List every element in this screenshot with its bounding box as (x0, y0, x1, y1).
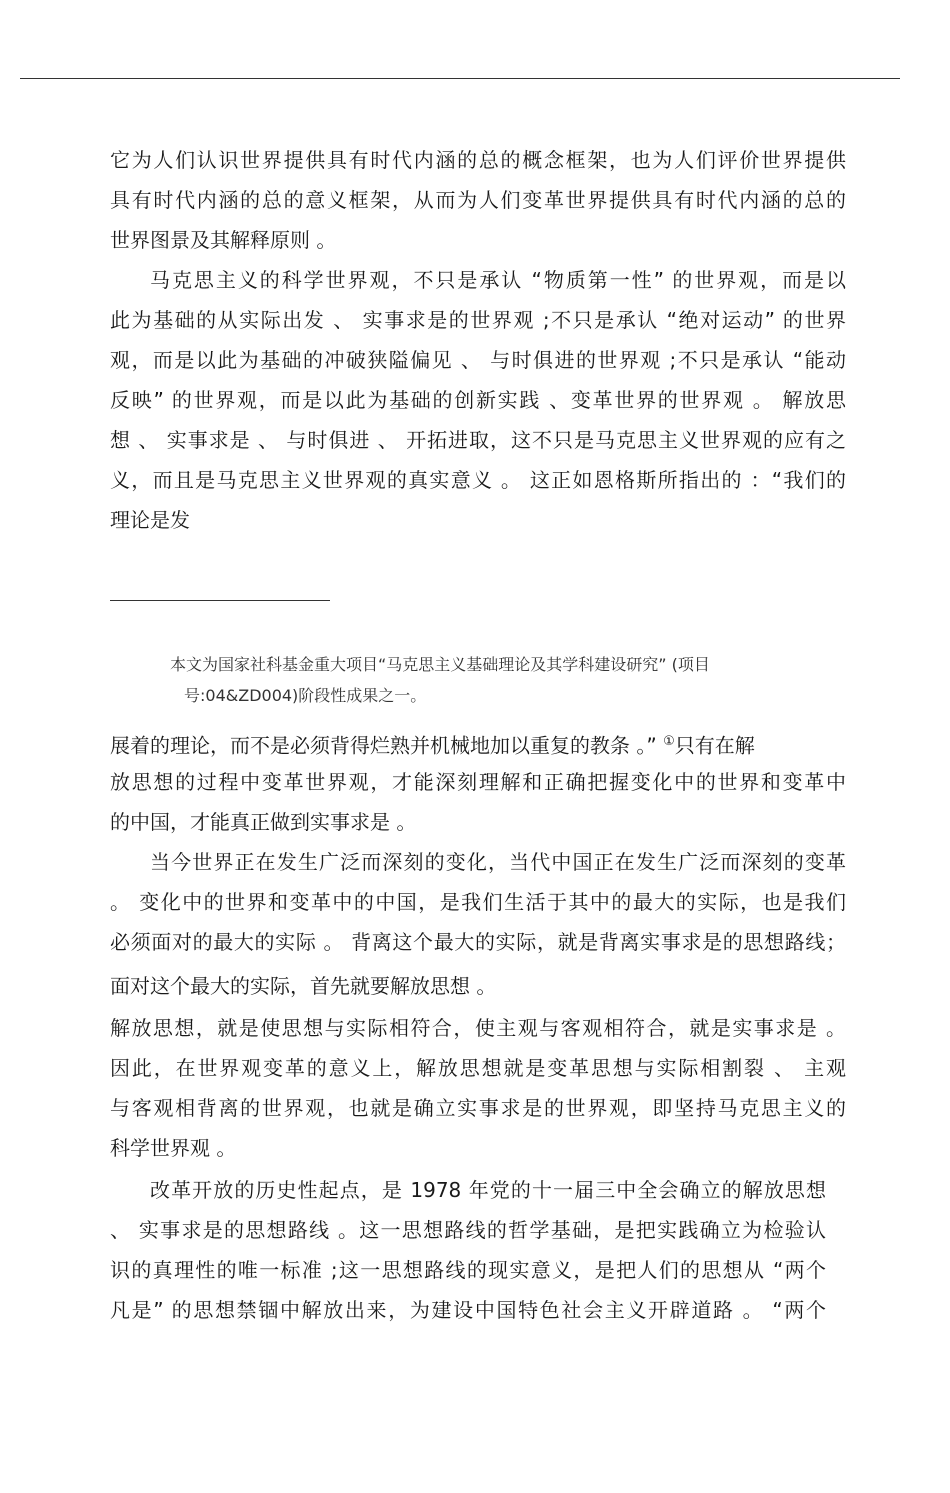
paragraph-line: 理论是发 (110, 508, 190, 532)
paragraph-line: 想 、 实事求是 、 与时俱进 、 开拓进取，这不只是马克思主义世界观的应有之 (110, 428, 846, 452)
footnote-marker[interactable]: ① (663, 734, 675, 749)
paragraph-line: 具有时代内涵的总的意义框架，从而为人们变革世界提供具有时代内涵的总的 (110, 188, 846, 212)
footnote-text: 本文为国家社科基金重大项目“马克思主义基础理论及其学科建设研究” (项目 (170, 655, 710, 674)
paragraph-line: 与客观相背离的世界观，也就是确立实事求是的世界观，即坚持马克思主义的 (110, 1096, 846, 1120)
paragraph-line: 放思想的过程中变革世界观，才能深刻理解和正确把握变化中的世界和变革中 (110, 770, 846, 794)
paragraph-line: 义，而且是马克思主义世界观的真实意义 。 这正如恩格斯所指出的 ：“我们的 (110, 468, 846, 492)
paragraph-line: 马克思主义的科学世界观，不只是承认 “物质第一性” 的世界观，而是以 (150, 268, 846, 292)
paragraph-line: 凡是” 的思想禁锢中解放出来，为建设中国特色社会主义开辟道路 。 “两个 (110, 1298, 826, 1322)
paragraph-line: 识的真理性的唯一标准 ;这一思想路线的现实意义，是把人们的思想从 “两个 (110, 1258, 826, 1282)
paragraph-line: 面对这个最大的实际，首先就要解放思想 。 (110, 974, 497, 998)
paragraph-line: 科学世界观 。 (110, 1136, 237, 1160)
text-span: 只有在解 (674, 733, 755, 758)
paragraph-line: 因此，在世界观变革的意义上，解放思想就是变革思想与实际相割裂 、 主观 (110, 1056, 846, 1080)
paragraph-line: 必须面对的最大的实际 。 背离这个最大的实际，就是背离实事求是的思想路线； (110, 930, 846, 954)
paragraph-line: 反映” 的世界观，而是以此为基础的创新实践 、变革世界的世界观 。 解放思 (110, 388, 846, 412)
footnote-rule (110, 600, 330, 601)
paragraph-line: 它为人们认识世界提供具有时代内涵的总的概念框架，也为人们评价世界提供 (110, 148, 846, 172)
paragraph-line: 、 实事求是的思想路线 。这一思想路线的哲学基础，是把实践确立为检验认 (110, 1218, 826, 1242)
paragraph-line: 的中国，才能真正做到实事求是 。 (110, 810, 417, 834)
paragraph-line: 。 变化中的世界和变革中的中国，是我们生活于其中的最大的实际，也是我们 (110, 890, 846, 914)
paragraph-line: 当今世界正在发生广泛而深刻的变化，当代中国正在发生广泛而深刻的变革 (150, 850, 846, 874)
paragraph-line: 此为基础的从实际出发 、 实事求是的世界观 ;不只是承认 “绝对运动” 的世界 (110, 308, 846, 332)
text-span: 展着的理论，而不是必须背得烂熟并机械地加以重复的教条 。” (110, 733, 664, 758)
paragraph-line: 改革开放的历史性起点，是 1978 年党的十一届三中全会确立的解放思想 (150, 1178, 826, 1202)
footnote-text: 号:04&ZD004)阶段性成果之一。 (184, 686, 427, 705)
paragraph-line: 世界图景及其解释原则 。 (110, 228, 337, 252)
paragraph-line: 解放思想，就是使思想与实际相符合，使主观与客观相符合，就是实事求是 。 (110, 1016, 846, 1040)
header-rule (20, 78, 900, 79)
paragraph-line (110, 730, 846, 758)
paragraph-line: 观，而是以此为基础的冲破狭隘偏见 、 与时俱进的世界观 ;不只是承认 “能动 (110, 348, 846, 372)
